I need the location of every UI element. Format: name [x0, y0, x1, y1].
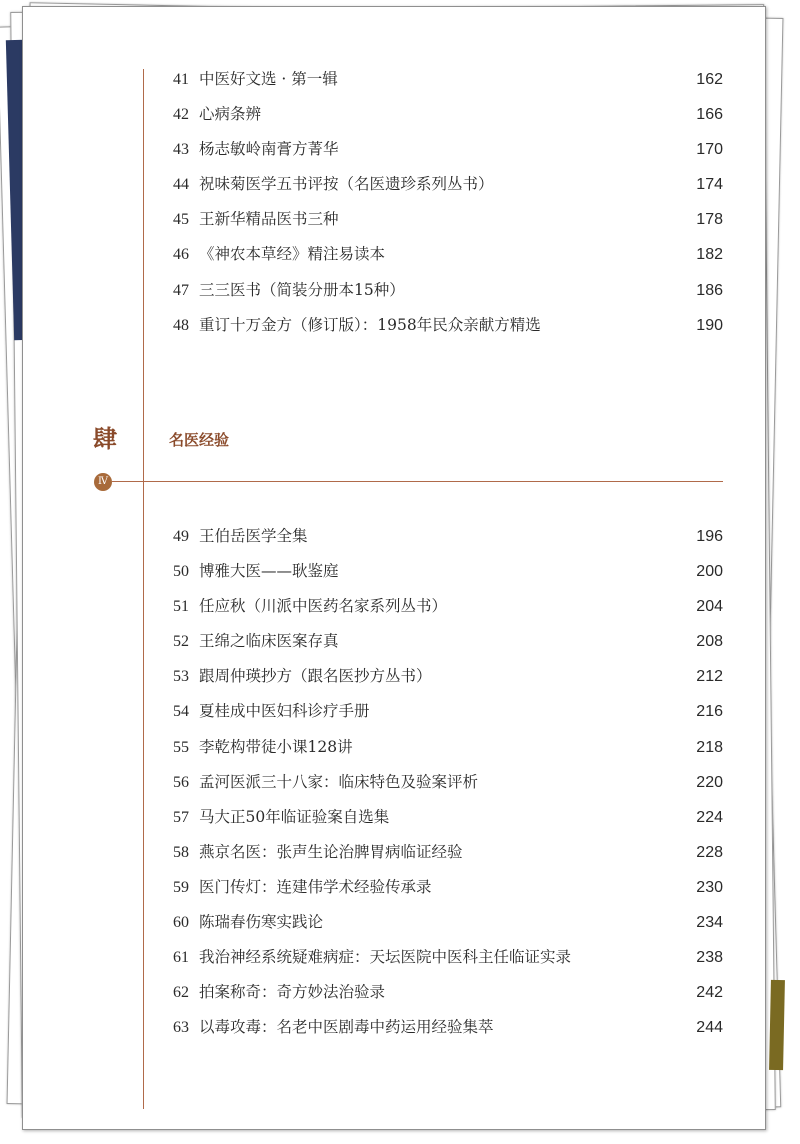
toc-entry-title: 拍案称奇：奇方妙法治验录: [199, 983, 386, 1002]
toc-entry-title: 杨志敏岭南膏方菁华: [199, 140, 339, 159]
toc-entry-page-number: 212: [696, 668, 723, 686]
toc-entry-title: 马大正50年临证验案自选集: [199, 807, 390, 826]
toc-entry-page-number: 224: [696, 808, 723, 826]
toc-entry-page-number: 228: [696, 843, 723, 861]
toc-entry-title: 李乾构带徒小课128讲: [199, 737, 353, 756]
toc-entry-page-number: 230: [696, 878, 723, 896]
toc-entry-number: 42: [173, 106, 189, 124]
toc-entry[interactable]: [173, 870, 723, 905]
toc-entry[interactable]: [173, 624, 723, 659]
toc-entry-title: 夏桂成中医妇科诊疗手册: [199, 702, 370, 721]
toc-entry-number: 55: [173, 738, 189, 756]
toc-entry-title: 燕京名医：张声生论治脾胃病临证经验: [199, 842, 463, 861]
toc-entry-page-number: 174: [696, 176, 723, 194]
toc-entry-title: 三三医书（简装分册本15种）: [199, 280, 405, 299]
toc-entry-number: 62: [173, 984, 189, 1002]
toc-entry-page-number: 186: [696, 281, 723, 299]
toc-entry-page-number: 200: [696, 563, 723, 581]
toc-entry-number: 57: [173, 808, 189, 826]
toc-entry-number: 47: [173, 281, 189, 299]
toc-entry-number: 58: [173, 843, 189, 861]
toc-entry-page-number: 204: [696, 598, 723, 616]
toc-entry-number: 52: [173, 633, 189, 651]
section-roman-numeral-badge: Ⅳ: [94, 473, 112, 491]
toc-entry[interactable]: [173, 800, 723, 835]
contents-page: [22, 6, 766, 1130]
toc-entry-page-number: 196: [696, 528, 723, 545]
toc-entry-number: 44: [173, 176, 189, 194]
toc-entry-page-number: 170: [696, 141, 723, 159]
toc-entry-title: 中医好文选 · 第一辑: [199, 70, 338, 88]
toc-entry[interactable]: [173, 1010, 723, 1045]
toc-entry-title: 跟周仲瑛抄方（跟名医抄方丛书）: [199, 667, 432, 686]
toc-entry-number: 48: [173, 316, 189, 334]
toc-entry-title: 陈瑞春伤寒实践论: [199, 913, 324, 932]
toc-entry-title: 王伯岳医学全集: [199, 527, 308, 545]
toc-entry[interactable]: [173, 97, 723, 132]
toc-entry-page-number: 208: [696, 633, 723, 651]
toc-entry-number: 56: [173, 773, 189, 791]
toc-entry-title: 王绵之临床医案存真: [199, 632, 339, 651]
toc-entry-number: 63: [173, 1019, 189, 1037]
toc-entry-number: 41: [173, 71, 189, 88]
toc-list-top: [173, 62, 723, 343]
margin-rule: [143, 69, 144, 1109]
toc-entry-title: 任应秋（川派中医药名家系列丛书）: [199, 597, 448, 616]
toc-entry-page-number: 242: [696, 984, 723, 1002]
toc-entry[interactable]: [173, 589, 723, 624]
cover-edge-olive: [769, 980, 785, 1070]
toc-entry[interactable]: [173, 694, 723, 729]
section-divider: [112, 481, 723, 482]
toc-entry[interactable]: [173, 765, 723, 800]
toc-entry[interactable]: [173, 202, 723, 237]
toc-entry-page-number: 178: [696, 211, 723, 229]
toc-entry-page-number: 162: [696, 71, 723, 88]
toc-entry-number: 61: [173, 949, 189, 967]
toc-entry-number: 45: [173, 211, 189, 229]
toc-entry-page-number: 190: [696, 316, 723, 334]
toc-list-bottom: [173, 519, 723, 1045]
toc-entry[interactable]: [173, 554, 723, 589]
toc-entry-page-number: 166: [696, 106, 723, 124]
toc-entry[interactable]: [173, 62, 723, 97]
toc-entry-title: 以毒攻毒：名老中医剧毒中药运用经验集萃: [199, 1018, 494, 1037]
toc-entry-number: 51: [173, 598, 189, 616]
toc-entry-number: 43: [173, 141, 189, 159]
toc-entry[interactable]: [173, 659, 723, 694]
toc-entry-number: 59: [173, 878, 189, 896]
toc-entry-title: 孟河医派三十八家：临床特色及验案评析: [199, 772, 479, 791]
toc-entry-page-number: 244: [696, 1019, 723, 1037]
toc-entry-number: 53: [173, 668, 189, 686]
toc-entry-page-number: 220: [696, 773, 723, 791]
toc-entry-title: 《神农本草经》精注易读本: [199, 245, 386, 264]
toc-entry-page-number: 218: [696, 738, 723, 756]
toc-entry[interactable]: [173, 273, 723, 308]
toc-entry-page-number: 216: [696, 703, 723, 721]
toc-entry-title: 祝味菊医学五书评按（名医遗珍系列丛书）: [199, 175, 494, 194]
toc-entry-page-number: 234: [696, 914, 723, 932]
toc-entry-number: 49: [173, 528, 189, 545]
toc-entry-page-number: 238: [696, 949, 723, 967]
toc-entry[interactable]: [173, 940, 723, 975]
toc-entry[interactable]: [173, 975, 723, 1010]
toc-entry-title: 我治神经系统疑难病症：天坛医院中医科主任临证实录: [199, 948, 572, 967]
toc-entry[interactable]: [173, 308, 723, 343]
toc-entry[interactable]: [173, 132, 723, 167]
toc-entry-number: 60: [173, 914, 189, 932]
toc-entry-title: 重订十万金方（修订版）：1958年民众亲献方精选: [199, 315, 541, 334]
toc-entry-title: 心病条辨: [199, 105, 262, 124]
toc-entry[interactable]: [173, 167, 723, 202]
toc-entry-number: 50: [173, 563, 189, 581]
toc-entry-title: 医门传灯：连建伟学术经验传承录: [199, 877, 432, 896]
toc-entry[interactable]: [173, 730, 723, 765]
toc-entry[interactable]: [173, 519, 723, 554]
section-title: 名医经验: [169, 431, 230, 449]
toc-entry[interactable]: [173, 835, 723, 870]
toc-entry[interactable]: [173, 905, 723, 940]
toc-entry[interactable]: [173, 237, 723, 272]
section-chinese-numeral: 肆: [93, 424, 117, 453]
toc-entry-title: 博雅大医——耿鉴庭: [199, 562, 339, 581]
toc-entry-number: 46: [173, 246, 189, 264]
toc-entry-title: 王新华精品医书三种: [199, 210, 339, 229]
toc-entry-number: 54: [173, 703, 189, 721]
toc-entry-page-number: 182: [696, 246, 723, 264]
